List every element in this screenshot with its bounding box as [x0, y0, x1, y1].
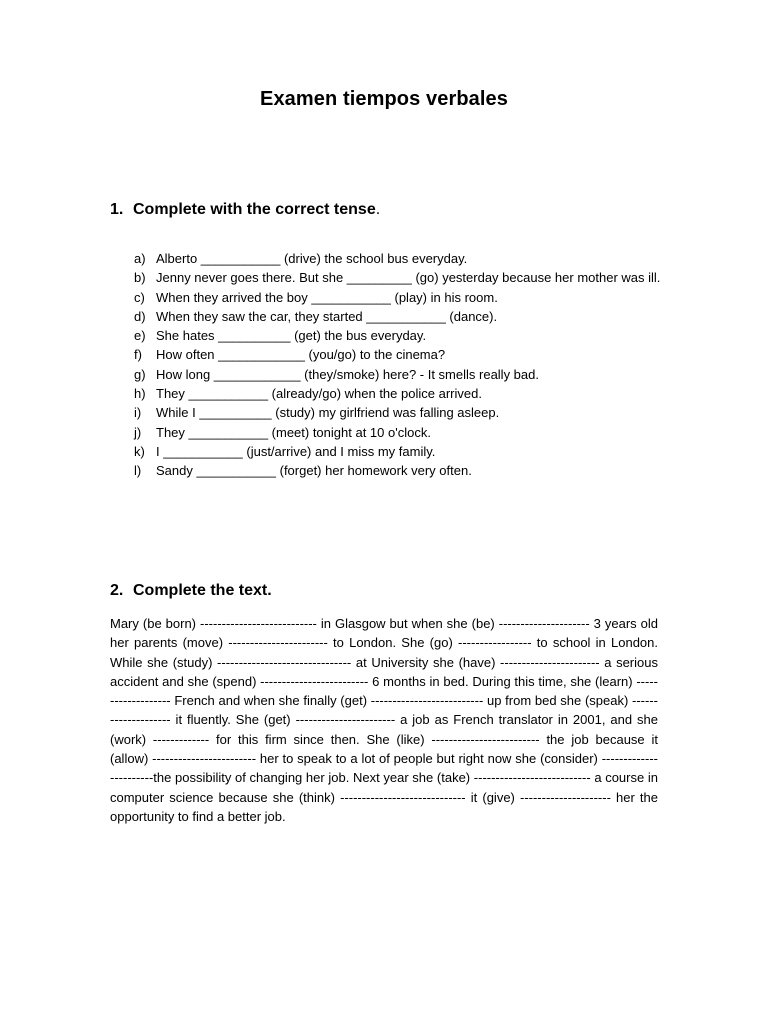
list-item	[134, 442, 664, 461]
list-item	[134, 307, 664, 326]
list-item	[134, 326, 664, 345]
item-letter: a)	[134, 251, 146, 266]
item-text: I ___________ (just/arrive) and I miss my family.	[156, 443, 436, 459]
section-1-title: Complete with the correct tense	[133, 201, 376, 218]
text-paragraph: Mary (be born) --------------------------- in Glasgow but when she (be) --------------------- 3 years old her parents (move) ----------------------- to London. She (go) ----------------- to school in London. While she (study) ------------------------------- at University she (have) ----------------------- a serious accident and she (spend) ------------------------- 6 months in bed. During this time, she (learn) ------------------- French and when she finally (get) -------------------------- up from bed she (speak) -------------------- it fluently. She (get) ----------------------- a job as French translator in 2001, and she (work) ------------- for this firm since then. She (like) ------------------------- the job because it (allow) ------------------------ her to speak to a lot of people but right now she (consider) -----------------------the possibility of changing her job. Next year she (take) --------------------------- a course in computer science because she (think) ----------------------------- it (give) --------------------- her the opportunity to find a better job.	[110, 616, 658, 824]
list-item	[134, 461, 664, 480]
section-2-heading	[110, 582, 272, 600]
list-item	[134, 288, 664, 307]
item-text: They ___________ (already/go) when the police arrived.	[156, 386, 482, 402]
item-letter: j)	[134, 424, 142, 440]
item-text: They ___________ (meet) tonight at 10 o'clock.	[156, 424, 431, 440]
item-letter: d)	[134, 308, 146, 324]
item-text: She hates __________ (get) the bus everyday.	[156, 328, 427, 344]
item-letter: i)	[134, 405, 142, 421]
list-item	[134, 249, 664, 268]
section-1-heading	[110, 201, 380, 219]
list-item	[134, 423, 664, 442]
item-letter: f)	[134, 347, 142, 363]
item-text: Sandy ___________ (forget) her homework very often.	[156, 463, 472, 479]
item-letter: c)	[134, 289, 145, 305]
item-text: How often ____________ (you/go) to the cinema?	[156, 347, 446, 363]
item-text: Alberto ___________ (drive) the school bus everyday.	[156, 251, 468, 266]
item-letter: e)	[134, 328, 146, 344]
item-letter: g)	[134, 366, 146, 382]
exercise-list	[134, 249, 664, 481]
section-2-title: Complete the text.	[133, 582, 272, 599]
list-item	[134, 384, 664, 403]
item-text: When they saw the car, they started ___________ (dance).	[156, 308, 498, 324]
section-1-title-suffix: .	[375, 201, 381, 218]
section-1-number: 1.	[110, 201, 124, 218]
list-item	[134, 345, 664, 364]
item-text: How long ____________ (they/smoke) here? - It smells really bad.	[156, 366, 539, 382]
page-title: Examen tiempos verbales	[260, 88, 508, 110]
item-letter: b)	[134, 270, 146, 286]
item-letter: k)	[134, 443, 145, 459]
item-text: When they arrived the boy ___________ (play) in his room.	[156, 289, 498, 305]
list-item	[134, 268, 664, 287]
section-2-number: 2.	[110, 582, 124, 599]
item-text: While I __________ (study) my girlfriend was falling asleep.	[156, 405, 500, 421]
item-letter: h)	[134, 386, 146, 402]
list-item	[134, 365, 664, 384]
item-text: Jenny never goes there. But she _________ (go) yesterday because her mother was ill.	[156, 270, 661, 286]
item-letter: l)	[134, 463, 142, 479]
list-item	[134, 403, 664, 422]
